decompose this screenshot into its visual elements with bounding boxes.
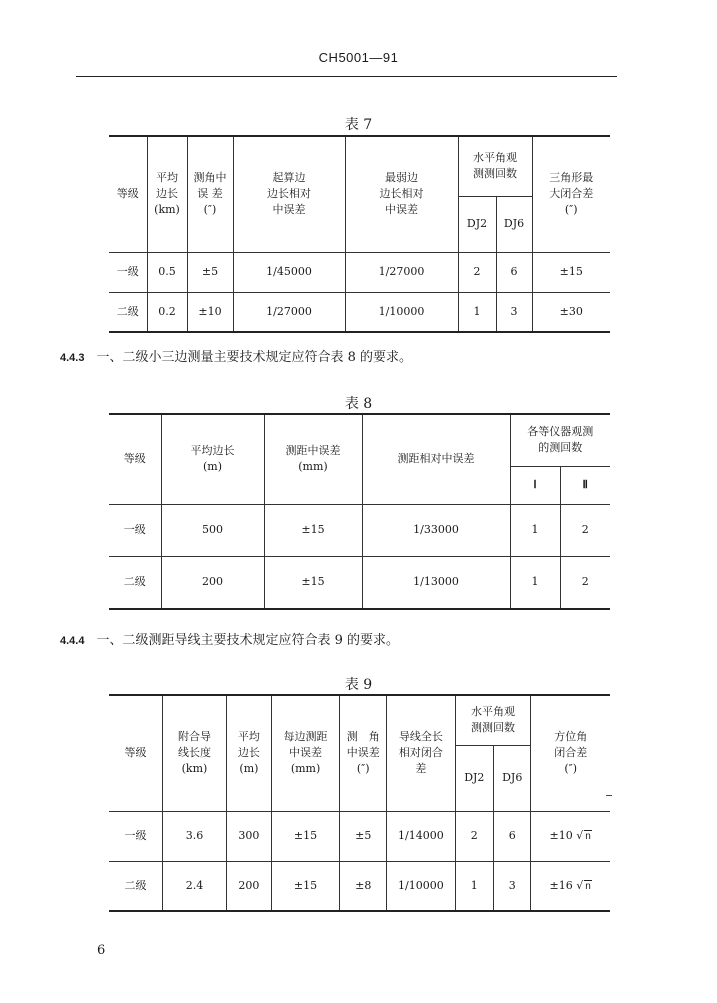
table7-cell-triangle-closure: ±30 <box>532 292 610 332</box>
clause-4-4-4 <box>60 629 399 648</box>
table9-header-dj6: DJ6 <box>494 745 531 811</box>
table7-cell-grade: 一级 <box>109 252 147 292</box>
table8-row <box>109 556 610 609</box>
table9-cell-dist-error: ±15 <box>271 861 339 911</box>
table9-cell-dj6: 3 <box>494 861 531 911</box>
table7-header-grade: 等级 <box>109 136 147 252</box>
table9-header-dj2: DJ2 <box>455 745 493 811</box>
table9-cell-azimuth-closure <box>531 811 610 861</box>
azimuth-coefficient: ±10 <box>549 829 573 842</box>
table8-header-grade: 等级 <box>109 414 161 504</box>
table8-header-rel-error: 测距相对中误差 <box>362 414 510 504</box>
table8-cell-instrument-2: 2 <box>560 556 610 609</box>
page-number: 6 <box>97 943 106 958</box>
table8-cell-rel-error: 1/33000 <box>362 504 510 556</box>
table9-cell-traverse-length: 2.4 <box>162 861 226 911</box>
clause-4-4-3 <box>60 346 412 365</box>
clause-number: 4.4.3 <box>60 352 85 364</box>
table7-cell-dj6: 3 <box>496 292 532 332</box>
table8-cell-avg-side: 200 <box>161 556 264 609</box>
table9-header-avg-side: 平均 边长 (m) <box>227 695 272 811</box>
table9-cell-avg-side: 300 <box>227 811 272 861</box>
table9-header-grade: 等级 <box>109 695 162 811</box>
table9-cell-azimuth-closure <box>531 861 610 911</box>
table9-cell-closure: 1/10000 <box>387 861 455 911</box>
table7-cell-grade: 二级 <box>109 292 147 332</box>
table8-cell-avg-side: 500 <box>161 504 264 556</box>
table7-cell-angle-error: ±5 <box>187 252 233 292</box>
table9 <box>109 694 610 912</box>
table8-header-avg-side: 平均边长 (m) <box>161 414 264 504</box>
table8-cell-grade: 一级 <box>109 504 161 556</box>
clause-number: 4.4.4 <box>60 635 85 647</box>
sqrt-radicand: n <box>585 880 591 892</box>
table9-header-closure: 导线全长 相对闭合 差 <box>387 695 455 811</box>
table8-cell-instrument-1: 1 <box>510 556 560 609</box>
table7-caption: 表 7 <box>344 117 373 133</box>
table9-header-horizontal-rounds: 水平角观 测测回数 <box>455 695 531 745</box>
table7-cell-start-side-error: 1/45000 <box>233 252 345 292</box>
table9-cell-avg-side: 200 <box>227 861 272 911</box>
table9-cell-traverse-length: 3.6 <box>162 811 226 861</box>
clause-text: 一、二级测距导线主要技术规定应符合表 9 的要求。 <box>96 633 400 648</box>
table9-cell-dj2: 1 <box>455 861 493 911</box>
table7-cell-dj2: 1 <box>458 292 496 332</box>
table9-cell-dj2: 2 <box>455 811 493 861</box>
table9-cell-dist-error: ±15 <box>271 811 339 861</box>
table8-row <box>109 504 610 556</box>
table7-cell-angle-error: ±10 <box>187 292 233 332</box>
table7-header-triangle-closure: 三角形最 大闭合差 (″) <box>532 136 610 252</box>
table7-row <box>109 252 610 292</box>
table7-cell-triangle-closure: ±15 <box>532 252 610 292</box>
table7-cell-weakest-side-error: 1/10000 <box>345 292 458 332</box>
table9-header-traverse-length: 附合导 线长度 (km) <box>162 695 226 811</box>
table7-cell-dj6: 6 <box>496 252 532 292</box>
header-rule <box>76 76 617 77</box>
sqrt-symbol: √ <box>576 829 584 842</box>
table8-cell-instrument-2: 2 <box>560 504 610 556</box>
table7-cell-dj2: 2 <box>458 252 496 292</box>
table7-header-start-side-error: 起算边 边长相对 中误差 <box>233 136 345 252</box>
sqrt-symbol: √ <box>576 878 584 892</box>
table9-header-angle-error: 测 角 中误差 (″) <box>340 695 387 811</box>
table7-header-dj6: DJ6 <box>496 196 532 252</box>
sqrt-radicand: n <box>585 831 591 842</box>
document-code: CH5001—91 <box>318 50 399 65</box>
table9-row <box>109 861 610 911</box>
table7-header-horizontal-rounds: 水平角观 测测回数 <box>458 136 532 196</box>
table8-cell-dist-error: ±15 <box>264 556 362 609</box>
table7-header-angle-error: 测角中 误 差 (″) <box>187 136 233 252</box>
table9-header-dist-error: 每边测距 中误差 (mm) <box>271 695 339 811</box>
table9-cell-closure: 1/14000 <box>387 811 455 861</box>
table8-header-instrument-2: Ⅱ <box>560 466 610 504</box>
table9-caption: 表 9 <box>344 677 373 693</box>
table7-header-weakest-side-error: 最弱边 边长相对 中误差 <box>345 136 458 252</box>
table8-caption: 表 8 <box>344 396 373 412</box>
table8-cell-grade: 二级 <box>109 556 161 609</box>
table8-header-dist-error: 测距中误差 (mm) <box>264 414 362 504</box>
table8-cell-dist-error: ±15 <box>264 504 362 556</box>
table9-row <box>109 811 610 861</box>
table9-cell-angle-error: ±8 <box>340 861 387 911</box>
table7-header-avg-side: 平均 边长 (km) <box>147 136 187 252</box>
margin-mark <box>606 795 612 796</box>
table8-header-rounds: 各等仪器观测 的测回数 <box>510 414 610 466</box>
table8-cell-rel-error: 1/13000 <box>362 556 510 609</box>
table7-row <box>109 292 610 332</box>
table7-cell-weakest-side-error: 1/27000 <box>345 252 458 292</box>
clause-text: 一、二级小三边测量主要技术规定应符合表 8 的要求。 <box>96 350 413 365</box>
table7 <box>109 135 610 333</box>
table9-cell-angle-error: ±5 <box>340 811 387 861</box>
table7-cell-avg-side: 0.2 <box>147 292 187 332</box>
azimuth-coefficient: ±16 <box>549 878 573 892</box>
table9-cell-grade: 二级 <box>109 861 162 911</box>
table7-cell-start-side-error: 1/27000 <box>233 292 345 332</box>
table9-cell-dj6: 6 <box>494 811 531 861</box>
table7-cell-avg-side: 0.5 <box>147 252 187 292</box>
table8-cell-instrument-1: 1 <box>510 504 560 556</box>
table8 <box>109 413 610 610</box>
table9-header-azimuth-closure: 方位角 闭合差 (″) <box>531 695 610 811</box>
table9-cell-grade: 一级 <box>109 811 162 861</box>
table8-header-instrument-1: Ⅰ <box>510 466 560 504</box>
table7-header-dj2: DJ2 <box>458 196 496 252</box>
